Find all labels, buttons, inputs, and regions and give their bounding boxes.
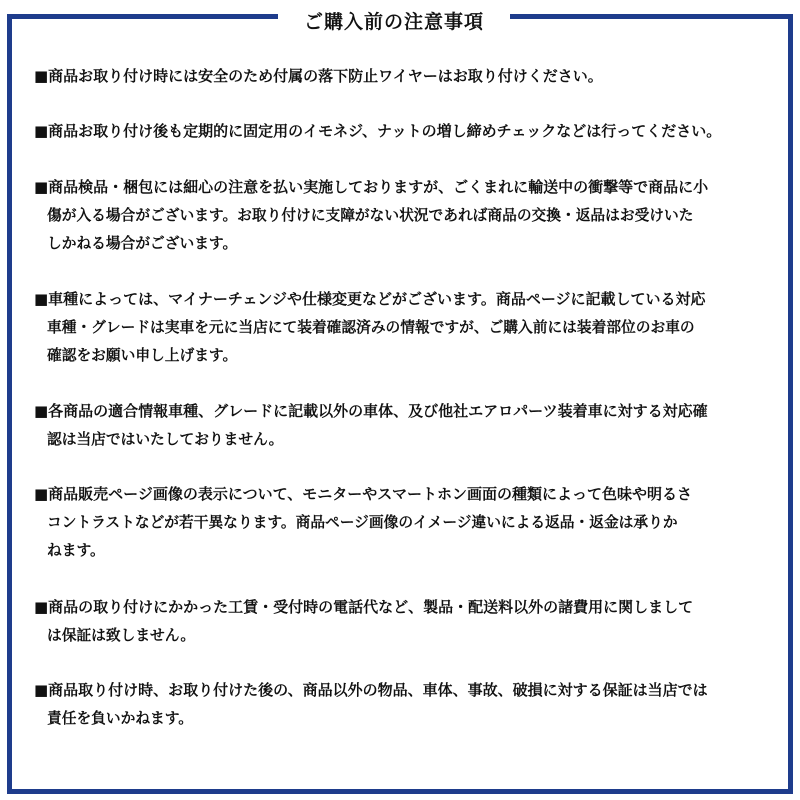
notice-line: ねます。 (47, 542, 105, 559)
notice-line: は保証は致しません。 (47, 626, 196, 644)
notice-line: ■商品お取り付け後も定期的に固定用のイモネジ、ナットの増し締めチェックなどは行ってください。 (34, 122, 722, 140)
page-title: ご購入前の注意事項 (278, 0, 510, 42)
notice-line: ■車種によっては、マイナーチェンジや仕様変更などがございます。商品ページに記載している対応 (34, 290, 706, 308)
notice-line: 責任を負いかねます。 (47, 709, 194, 727)
notice-item (34, 285, 774, 371)
notice-item (34, 397, 774, 454)
notice-line: ■各商品の適合情報車種、グレードに記載以外の車体、及び他社エアロパーツ装着車に対する対応確 (34, 402, 708, 420)
notice-line: ■商品検品・梱包には細心の注意を払い実施しておりますが、ごくまれに輸送中の衝撃等で商品に小 (34, 178, 709, 196)
notice-line: コントラストなどが若干異なります。商品ページ画像のイメージ違いによる返品・返金は承りか (47, 513, 678, 531)
notice-line: 車種・グレードは実車を元に当店にて装着確認済みの情報ですが、ご購入前には装着部位のお車の (47, 318, 695, 336)
notice-line: 確認をお願い申し上げます。 (47, 347, 238, 364)
notice-line: ■商品販売ページ画像の表示について、モニターやスマートホン画面の種類によって色味や明るさ (34, 485, 692, 503)
notice-line: ■商品取り付け時、お取り付けた後の、商品以外の物品、車体、事故、破損に対する保証は当店では (34, 681, 708, 699)
notice-item (34, 173, 774, 259)
notice-line: 認は当店ではいたしておりません。 (47, 430, 284, 448)
notice-line: 傷が入る場合がございます。お取り付けに支障がない状況であれば商品の交換・返品はお受けいた (47, 206, 694, 224)
notice-line: しかねる場合がございます。 (47, 235, 238, 252)
notice-item (34, 62, 774, 91)
notice-item (34, 480, 774, 566)
notice-item (34, 117, 774, 146)
notice-item (34, 676, 774, 733)
notice-item (34, 593, 774, 650)
notice-line: ■商品お取り付け時には安全のため付属の落下防止ワイヤーはお取り付けください。 (34, 67, 603, 85)
notice-line: ■商品の取り付けにかかった工賃・受付時の電話代など、製品・配送料以外の諸費用に関しまして (34, 598, 694, 616)
